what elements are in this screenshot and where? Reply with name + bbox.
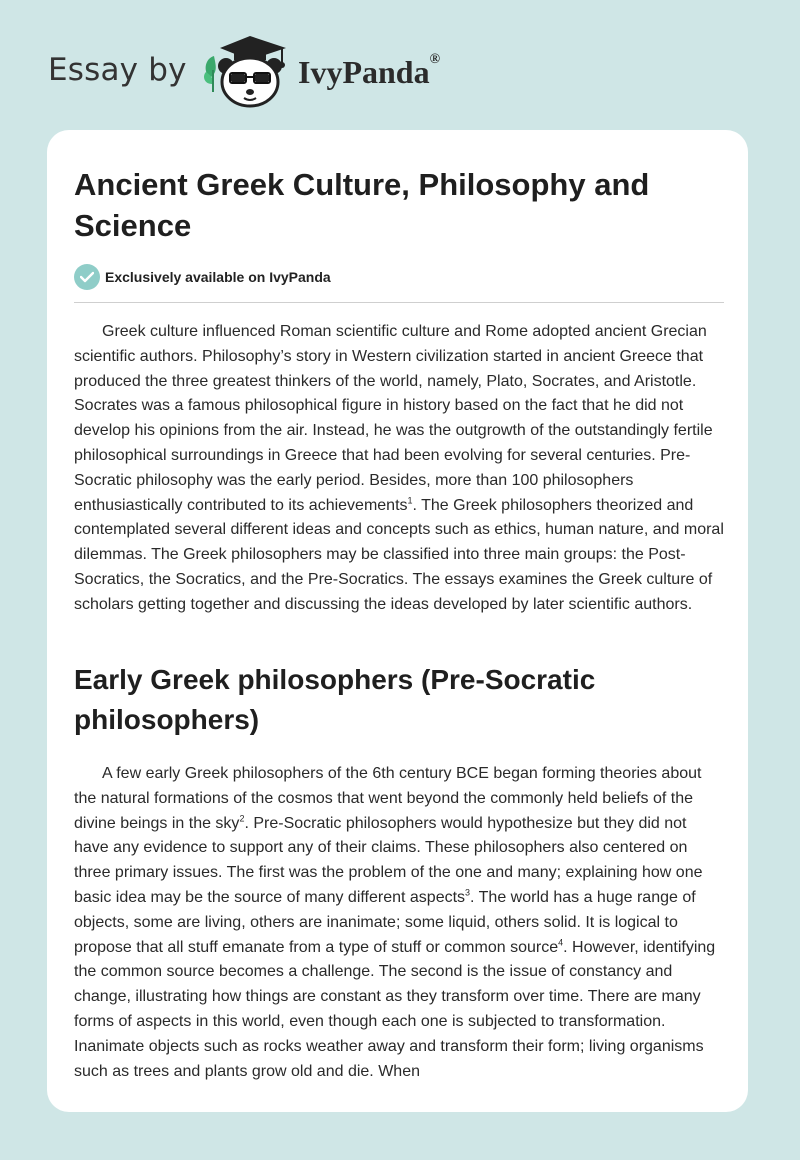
footnote-ref-3[interactable]: 3 bbox=[465, 887, 471, 898]
article-card bbox=[47, 130, 748, 1112]
intro-paragraph: Greek culture influenced Roman scientific culture and Rome adopted ancient Grecian scientific authors. Philosophy’s story in Western civilization started in ancient Greece that produced the three greatest thinkers of the world, namely, Plato, Socrates, and Aristotle. Socrates was a famous philosophical figure in history based on the fact that he did not develop his opinions from the air. Instead, he was the outgrowth of the outstandingly fertile philosophical surroundings in Greece that had been evolving for several centuries. Pre-Socratic philosophy was the early period. Besides, more than 100 philosophers enthusiastically contributed to its achievements$^1$. The Greek philosophers theorized and contemplated several different ideas and concepts such as ethics, human nature, and moral dilemmas. The Greek philosophers may be classified into three main groups: the Post-Socratics, the Socratics, and the Pre-Socratics. The essays examines the Greek culture of scholars getting together and discussing the ideas developed by later scientific authors. bbox=[74, 323, 724, 613]
footnote-ref-2[interactable]: 2 bbox=[239, 813, 245, 824]
essay-by-label: Essay by bbox=[48, 52, 187, 88]
site-header bbox=[0, 0, 800, 130]
footnote-ref-1[interactable]: 1 bbox=[407, 495, 413, 506]
registered-mark: ® bbox=[429, 52, 441, 67]
section-paragraph: A few early Greek philosophers of the 6th century BCE began forming theories about the natural formations of the cosmos that went beyond the commonly held beliefs of the divine beings in the sky$^2$. Pre-Socratic philosophers would hypothesize but they did not have any evidence to support any of their claims. These philosophers also centered on three primary issues. The first was the problem of the one and many; explaining how one basic idea may be the source of many different aspects$^3$. The world has a huge range of objects, some are living, others are inanimate; some liquid, others solid. It is logical to propose that all stuff emanate from a type of stuff or common source$^4$. However, identifying the common source becomes a challenge. The second is the issue of constancy and change, illustrating how things are constant as they transform over time. There are many forms of aspects in this world, even though each one is subjected to transformation. Inanimate objects such as rocks weather away and transform their form; living organisms such as trees and plants grow old and die. When bbox=[74, 765, 716, 1080]
divider bbox=[74, 302, 724, 303]
page-title: Ancient Greek Culture, Philosophy and Science bbox=[74, 167, 650, 243]
check-icon bbox=[74, 264, 100, 290]
exclusive-badge bbox=[74, 264, 724, 290]
panda-logo-icon[interactable] bbox=[200, 34, 296, 110]
brand-name[interactable]: IvyPanda® bbox=[298, 52, 441, 90]
section-heading: Early Greek philosophers (Pre-Socratic philosophers) bbox=[74, 664, 596, 735]
exclusive-badge-label: Exclusively available on IvyPanda bbox=[105, 269, 331, 285]
footnote-ref-4[interactable]: 4 bbox=[558, 937, 564, 948]
